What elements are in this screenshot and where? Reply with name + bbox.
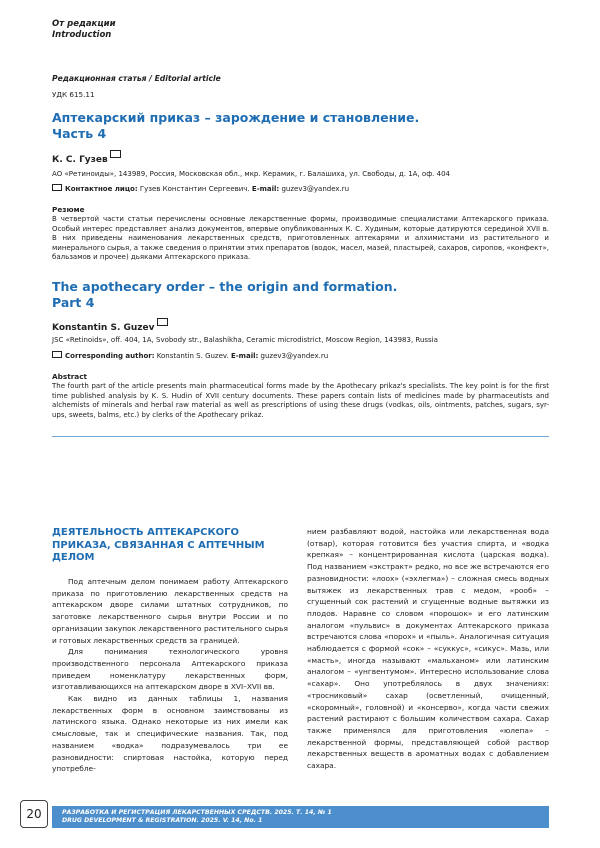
page-number: 20 bbox=[20, 800, 48, 828]
envelope-icon bbox=[52, 184, 62, 191]
body-left-column bbox=[52, 576, 288, 775]
email-ru[interactable]: guzev3@yandex.ru bbox=[281, 185, 349, 193]
paragraph: нием разбавляют водой, настойка или лекарственная вода (отвар), которая готовится без участия спирта, и «водка крепкая» – концентрированная кислота (царская водка). Под названием «экстракт» редко, но все же встречаются его разновидности: «лоох» («эхлегма») – сложная смесь водных вытяжек из лекарственных трав с медом, «рооб» – сгущенный сок растений и сгущенные водные вытяжки из плодов. Наравне со словом «порошок» и его латинским аналогом «пульвис» в документах Аптекарского приказа встречаются слова «порох» и «пыль». Аналогичная ситуация наблюдается с формой «сок» – «суккус», «сикус». Мазь, или «масть», иногда называют «мальханом» или латинским аналогом – «унгвентумом». Интересно использование слова «сахар». Оно употреблялось в двух значениях: «тросниковый» сахар (осветленный, очищенный, «скоромный», головной) и «консерво», когда части свежих растений растирают с большим количеством сахара. Сахар также применялся для приготовления «юлепа» – лекарственной формы, представляющей собой раствор лекарственных веществ в ароматных водах с добавлением сахара. bbox=[307, 526, 549, 772]
author-en bbox=[52, 318, 168, 333]
contact-name-ru: Гузев Константин Сергеевич. bbox=[140, 185, 250, 193]
contact-ru bbox=[52, 184, 552, 194]
author-ru bbox=[52, 150, 121, 165]
article-type: Редакционная статья / Editorial article bbox=[52, 74, 221, 83]
contact-en bbox=[52, 351, 552, 361]
section-header bbox=[52, 19, 116, 41]
footer-line-en: DRUG DEVELOPMENT & REGISTRATION. 2025. V. 14, No. 1 bbox=[62, 817, 332, 825]
body-right-column bbox=[307, 526, 549, 772]
divider bbox=[52, 436, 549, 437]
footer-line-ru: РАЗРАБОТКА И РЕГИСТРАЦИЯ ЛЕКАРСТВЕННЫХ СРЕДСТВ. 2025. Т. 14, № 1 bbox=[62, 809, 332, 817]
envelope-icon bbox=[110, 150, 121, 158]
contact-label-en: Corresponding author: bbox=[65, 352, 155, 360]
title-en bbox=[52, 279, 552, 311]
section-name-ru: От редакции bbox=[52, 19, 116, 30]
email-label-en: E-mail: bbox=[231, 352, 258, 360]
paragraph: Как видно из данных таблицы 1, названия лекарственных форм в основном заимствованы из латинского языка. Однако некоторые из них имели как смысловые, так и специфические названия. Так, под названием «водка» подразумевалось три ее разновидности: спиртовая настойка, которую перед употребле- bbox=[52, 693, 288, 775]
abstract-en: The fourth part of the article presents main pharmaceutical forms made by the Apothecary prikaz's specialists. The key point is for the first time published analysis by K. S. Hudin of XVII century documents. These papers contain lists of medicines made by pharmaceutists and alchemists of minerals and herbal raw material as well as prescriptions of using these drugs (vodkas, oils, ointments, patches, sugars, syr-ups, sweets, balms, etc.) by clerks of the Apothecary prikaz. bbox=[52, 382, 549, 420]
contact-label-ru: Контактное лицо: bbox=[65, 185, 138, 193]
title-en-line2: Part 4 bbox=[52, 295, 552, 311]
envelope-icon bbox=[52, 351, 62, 358]
email-label-ru: E-mail: bbox=[252, 185, 279, 193]
author-ru-name: К. С. Гузев bbox=[52, 155, 108, 165]
paragraph: Для понимания технологического уровня производственного персонала Аптекарского приказа приведем номенклатуру лекарственных форм, изготавливающихся на аптекарском дворе в XVI–XVII вв. bbox=[52, 646, 288, 693]
email-en[interactable]: guzev3@yandex.ru bbox=[261, 352, 329, 360]
title-ru bbox=[52, 110, 552, 142]
abstract-heading-ru: Резюме bbox=[52, 205, 85, 214]
contact-name-en: Konstantin S. Guzev. bbox=[157, 352, 229, 360]
title-en-line1: The apothecary order – the origin and formation. bbox=[52, 279, 552, 295]
affiliation-en: JSC «Retinoids», off. 404, 1A, Svobody str., Balashikha, Ceramic microdistrict, Moscow Region, 143983, Russia bbox=[52, 336, 552, 345]
title-ru-line2: Часть 4 bbox=[52, 126, 552, 142]
author-en-name: Konstantin S. Guzev bbox=[52, 323, 155, 333]
abstract-ru: В четвертой части статьи перечислены основные лекарственные формы, производимые специалистами Аптекарского приказа. Особый интерес представляет анализ документов, впервые опубликованных К. С. Худиным, которые датируются серединой XVII в. В них приведены наименования лекарственных средств, приготовленных аптекарями и алхимистами из растительного и минерального сырья, а также сведения о принятии этих препаратов (водок, масел, мазей, пластырей, сахаров, сиропов, «конфект», бальзамов и прочее) дьяками Аптекарского приказа. bbox=[52, 215, 549, 263]
section-heading: ДЕЯТЕЛЬНОСТЬ АПТЕКАРСКОГО ПРИКАЗА, СВЯЗАННАЯ С АПТЕЧНЫМ ДЕЛОМ bbox=[52, 527, 282, 565]
footer-journal bbox=[62, 809, 332, 826]
udk-code: УДК 615.11 bbox=[52, 90, 95, 99]
envelope-icon bbox=[157, 318, 168, 326]
abstract-heading-en: Abstract bbox=[52, 372, 87, 381]
paragraph: Под аптечным делом понимаем работу Аптекарского приказа по приготовлению лекарственных средств на аптекарском дворе силами штатных сотрудников, по заготовке лекарственного сырья внутри России и по организации закупок лекарственного растительного сырья и готовых лекарственных средств за границей. bbox=[52, 576, 288, 646]
title-ru-line1: Аптекарский приказ – зарождение и становление. bbox=[52, 110, 552, 126]
affiliation-ru: АО «Ретиноиды», 143989, Россия, Московская обл., мкр. Керамик, г. Балашиха, ул. Свободы, д. 1А, оф. 404 bbox=[52, 170, 552, 179]
section-name-en: Introduction bbox=[52, 30, 116, 41]
